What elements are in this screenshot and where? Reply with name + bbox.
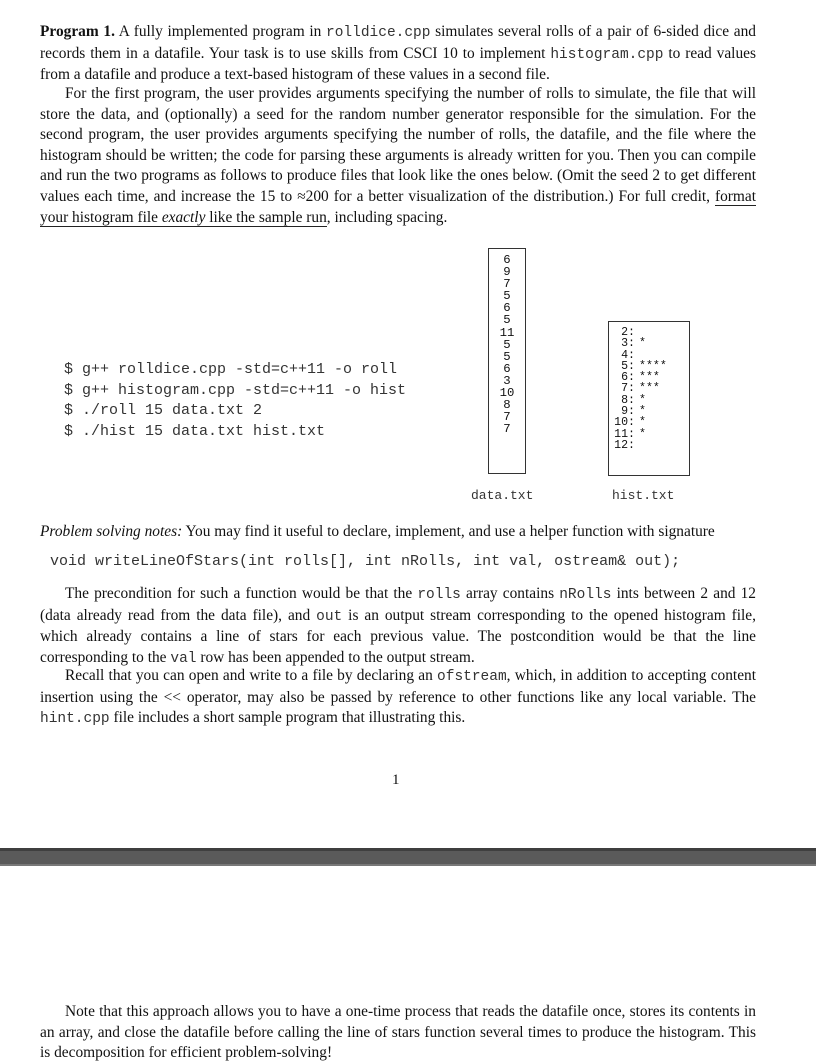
code-val: val <box>170 650 197 667</box>
text: like the sample run <box>205 208 327 226</box>
command-listing <box>64 360 406 442</box>
data-value: 7 <box>503 422 511 437</box>
code-ofstream: ofstream <box>437 669 507 685</box>
code-nrolls: nRolls <box>559 587 612 603</box>
data-value: 7 <box>503 277 511 292</box>
hist-row <box>613 440 689 451</box>
code-hint-cpp: hint.cpp <box>40 711 110 728</box>
hist-stars: * <box>639 405 646 419</box>
decomposition-paragraph: Note that this approach allows you to have a one-time process that reads the datafile once, stores its contents in an array, and close the datafile before calling the line of stars function several times to produce the histogram. This is decomposition for efficient problem-solving! <box>40 1003 756 1062</box>
data-value: 5 <box>503 349 511 364</box>
ofstream-paragraph <box>40 666 756 730</box>
data-value: 5 <box>503 337 511 352</box>
notes-label: Problem solving notes: <box>40 523 183 540</box>
hist-stars: **** <box>639 359 667 373</box>
data-value: 8 <box>503 398 511 413</box>
hist-stars: * <box>639 393 646 407</box>
code-out: out <box>316 608 343 625</box>
hist-file-caption: hist.txt <box>612 488 675 503</box>
hist-row <box>613 338 689 349</box>
program-heading: Program 1. <box>40 23 115 40</box>
hist-file-box <box>608 321 690 476</box>
text: You may find it useful to declare, implement, and use a helper function with signature <box>182 523 715 540</box>
text: simulates several rolls of a pair of 6-sided dice and records them in a datafile. Your task is to use skills from CSCI 10 to implement <box>40 23 756 62</box>
data-file-caption: data.txt <box>471 488 534 503</box>
data-value: 6 <box>503 301 511 316</box>
text: is an output stream corresponding to the opened histogram file, which already contains a line of stars for each previous value. The postcondition would be that the line corresponding to the <box>40 606 756 666</box>
function-signature: void writeLineOfStars(int rolls[], int nRolls, int val, ostream& out); <box>50 553 681 570</box>
filename-histogram: histogram.cpp <box>550 46 664 63</box>
text: For the first program, the user provides arguments specifying the number of rolls to simulate, the file that will store the data, and (optionally) a seed for the random number generator responsible for the simulation. For the second program, the user provides arguments specifying the number of rolls, the datafile, and the file where the histogram should be written; the code for parsing these arguments is already written for you. Then you can compile and run the two programs as follows to produce files that look like the ones below. (Omit the seed 2 to get different values each time, and increase the 15 to ≈200 for a better visualization of the distribution.) For full credit, <box>40 85 756 205</box>
hist-label: 10: <box>614 416 635 430</box>
hist-label: 6: <box>621 371 635 385</box>
data-value: 6 <box>503 361 511 376</box>
instructions-paragraph <box>40 84 756 228</box>
hist-label: 12: <box>614 438 635 452</box>
command-line: $ g++ rolldice.cpp -std=c++11 -o roll <box>64 361 398 378</box>
hist-label: 11: <box>614 427 635 441</box>
text: A fully implemented program in <box>114 23 327 40</box>
data-value: 5 <box>503 313 511 328</box>
emphasis: exactly <box>161 208 206 226</box>
page-separator <box>0 848 816 866</box>
precondition-paragraph <box>40 584 756 669</box>
notes-paragraph <box>40 522 756 543</box>
hist-stars: * <box>639 427 646 441</box>
page-2 <box>0 866 816 1062</box>
hist-label: 9: <box>621 405 635 419</box>
hist-row <box>613 417 689 428</box>
command-line: $ ./hist 15 data.txt hist.txt <box>64 422 326 440</box>
data-value: 3 <box>503 373 511 388</box>
hist-label: 8: <box>621 393 635 407</box>
hist-stars: * <box>639 337 646 351</box>
text: row has been appended to the output stream. <box>196 648 475 666</box>
hist-stars: * <box>639 416 646 430</box>
text: The precondition for such a function would be that the <box>65 585 418 602</box>
data-value: 9 <box>503 265 511 280</box>
text: format your histogram file <box>40 187 756 226</box>
hist-label: 7: <box>621 382 635 396</box>
data-file-box <box>488 248 526 474</box>
code-rolls: rolls <box>417 587 461 603</box>
page-number: 1 <box>392 772 400 788</box>
text: , including spacing. <box>326 208 448 226</box>
data-value: 7 <box>503 410 511 425</box>
hist-stars <box>635 440 639 451</box>
text: , which, in addition to accepting content insertion using the << operator, may also be passed by reference to other functions like any local variable. The <box>40 667 756 706</box>
command-line: $ ./roll 15 data.txt 2 <box>64 402 263 419</box>
text: array contains <box>460 585 560 602</box>
filename-rolldice: rolldice.cpp <box>326 25 431 41</box>
text: ints between 2 and 12 (data already read from the data file), and <box>40 585 756 624</box>
text: to read values from a datafile and produce a text-based histogram of these values in a second file. <box>40 44 756 84</box>
data-value: 6 <box>503 253 511 267</box>
hist-label: 3: <box>621 337 635 351</box>
data-value: 11 <box>499 325 515 340</box>
text: file includes a short sample program that illustrating this. <box>109 709 466 727</box>
hist-label: 5: <box>621 359 635 373</box>
data-value: 5 <box>503 289 511 304</box>
hist-stars: *** <box>639 371 660 385</box>
hist-label: 2: <box>621 326 635 339</box>
hist-label: 4: <box>621 348 635 362</box>
data-value: 10 <box>499 386 515 401</box>
command-line: $ g++ histogram.cpp -std=c++11 -o hist <box>64 381 407 399</box>
hist-stars: *** <box>639 382 660 396</box>
text: Recall that you can open and write to a file by declaring an <box>65 667 438 684</box>
intro-paragraph <box>40 22 756 86</box>
